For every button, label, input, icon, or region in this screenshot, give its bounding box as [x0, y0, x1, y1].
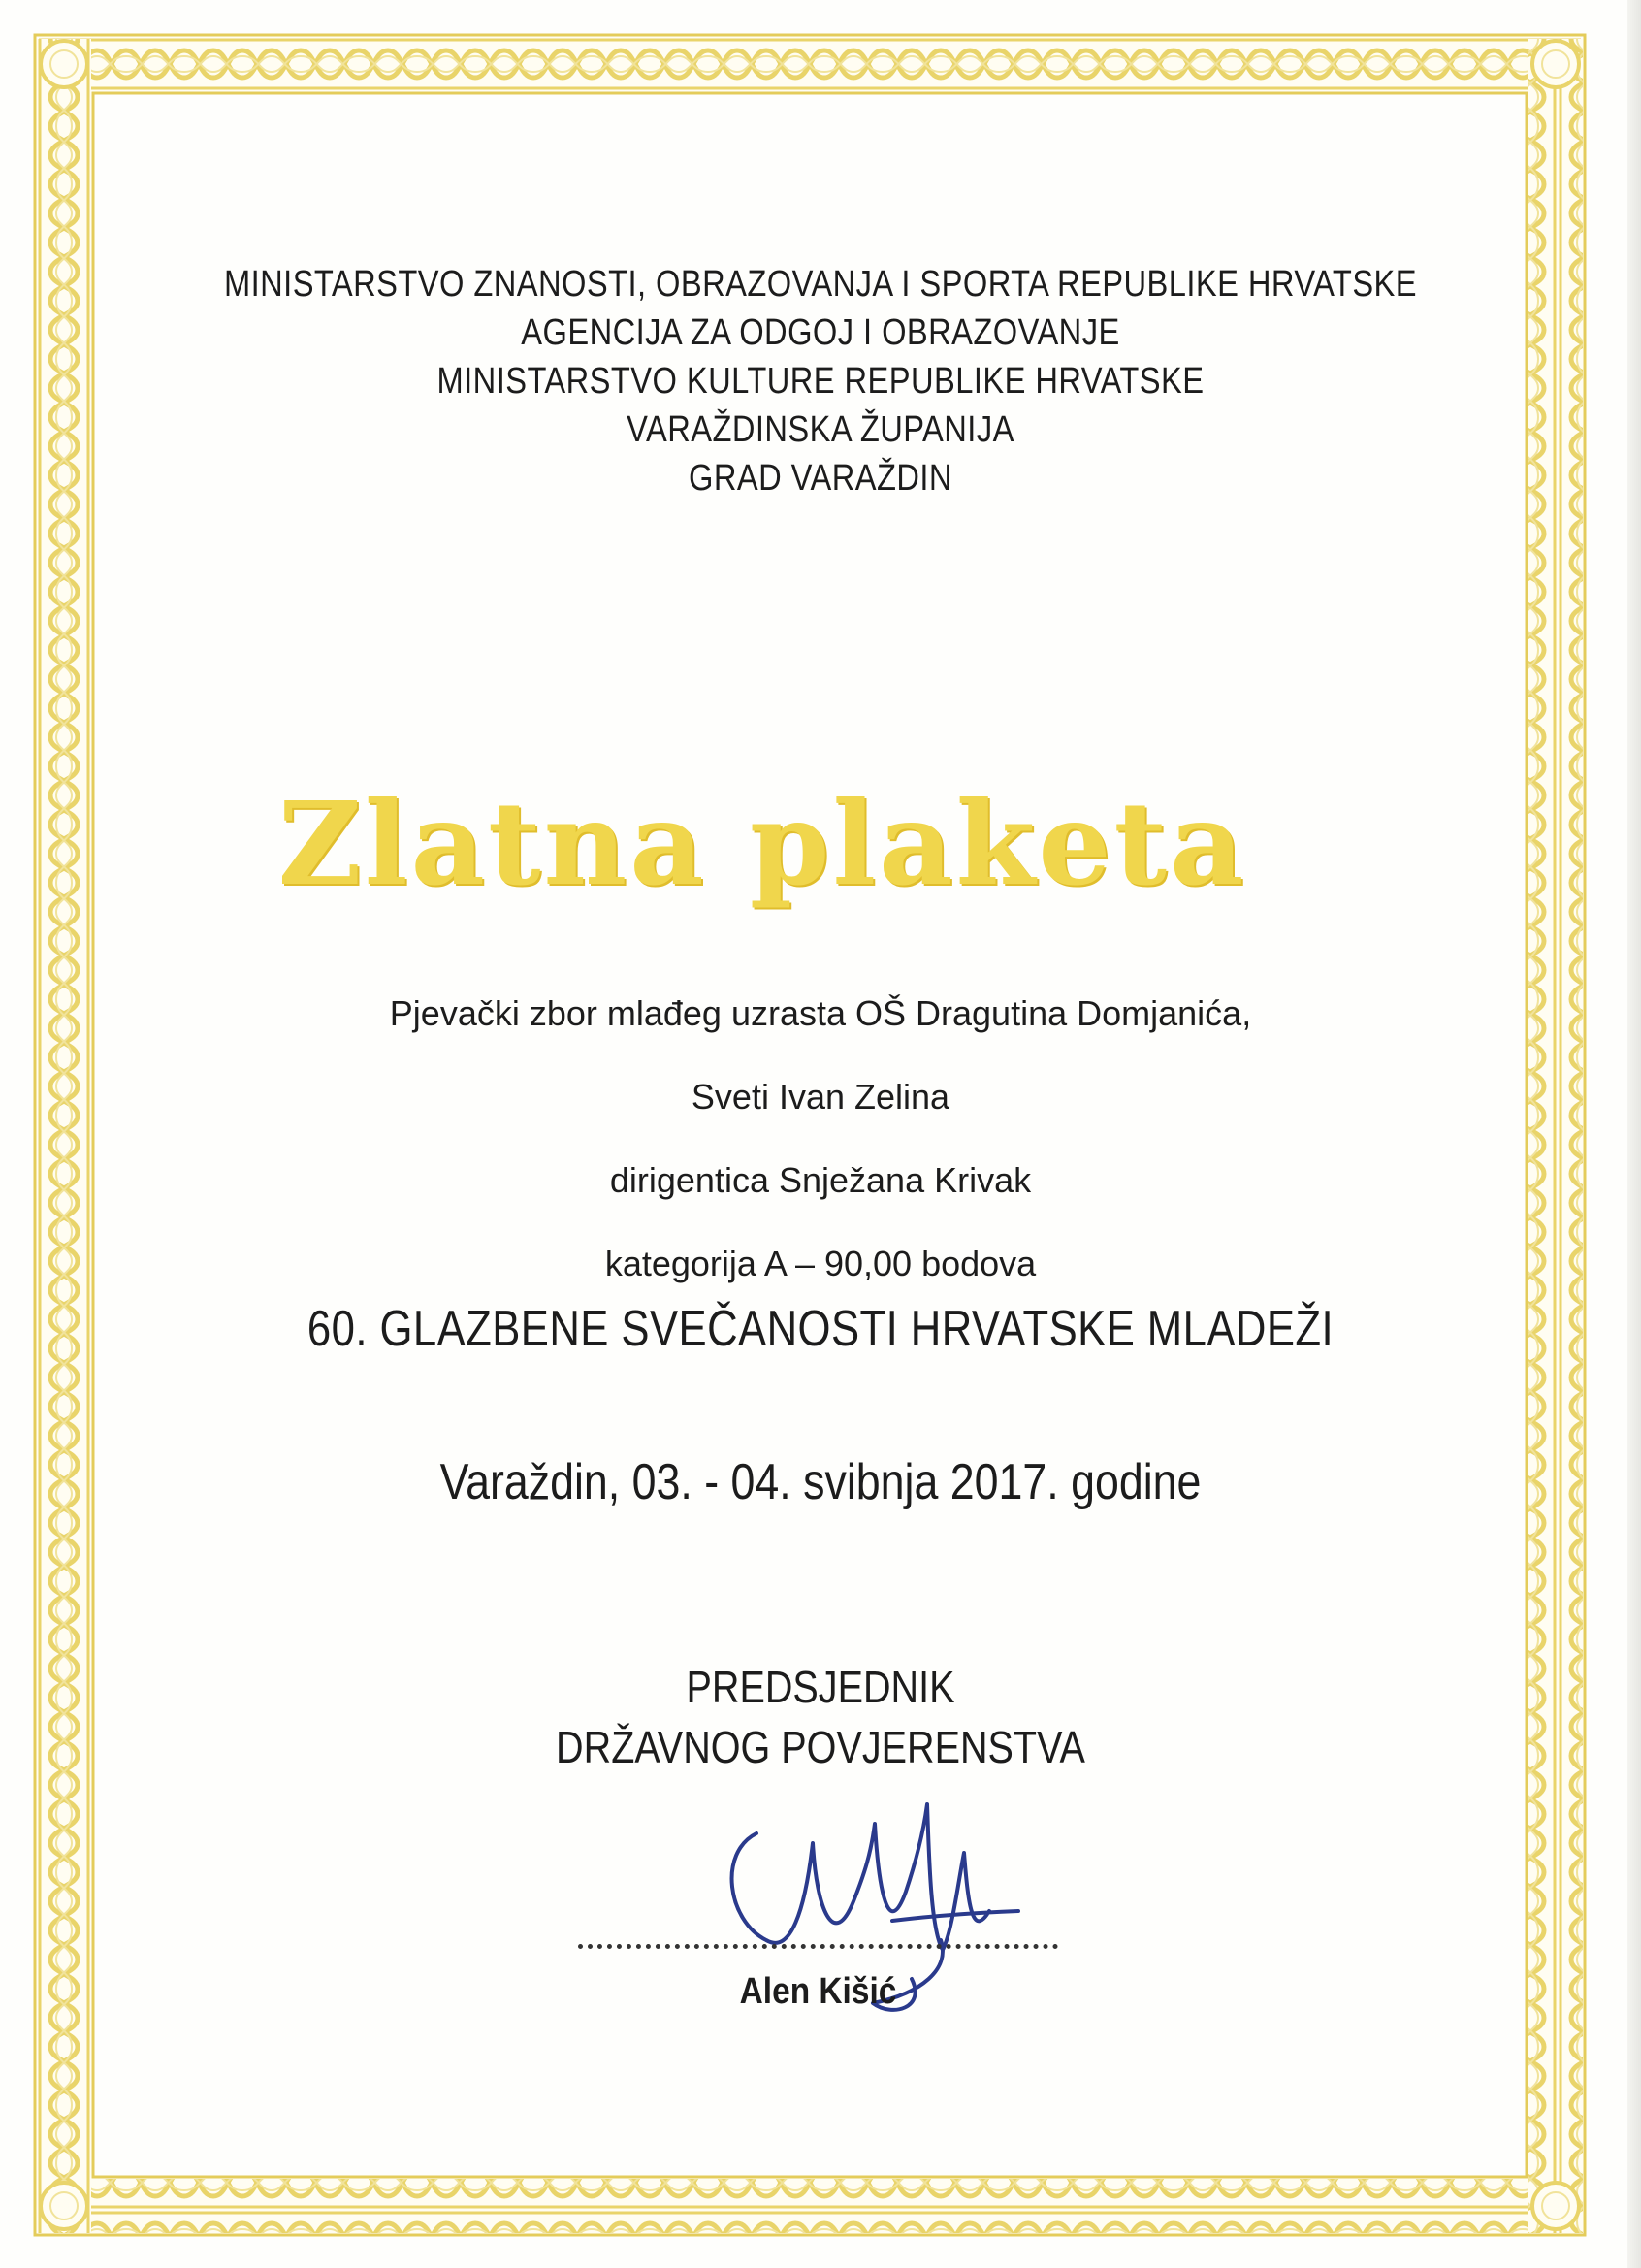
- issuer-county: VARAŽDINSKA ŽUPANIJA: [627, 409, 1014, 450]
- recipient-block: [0, 980, 1641, 1313]
- signatory-role: [114, 1657, 1526, 1777]
- recipient-category-score: kategorija A – 90,00 bodova: [604, 1244, 1037, 1283]
- award-title: Zlatna plaketa: [277, 776, 1247, 911]
- issuer-ministry-culture: MINISTARSTVO KULTURE REPUBLIKE HRVATSKE: [436, 361, 1205, 402]
- issuer-ministry-science: MINISTARSTVO ZNANOSTI, OBRAZOVANJA I SPORTA REPUBLIKE HRVATSKE: [223, 264, 1418, 305]
- recipient-conductor: dirigentica Snježana Krivak: [609, 1160, 1032, 1200]
- signature-dotted-line: [578, 1944, 1058, 1949]
- recipient-location: Sveti Ivan Zelina: [691, 1077, 950, 1117]
- signatory-name: Alen Kišić: [739, 1971, 897, 2012]
- signatory-role-line1: PREDSJEDNIK: [686, 1662, 955, 1712]
- scan-edge-shadow: [1627, 0, 1641, 2268]
- issuer-education-agency: AGENCIJA ZA ODGOJ I OBRAZOVANJE: [521, 312, 1120, 353]
- signatory-role-line2: DRŽAVNOG POVJERENSTVA: [556, 1722, 1085, 1772]
- issuing-institutions: [114, 260, 1526, 502]
- event-date-place: Varaždin, 03. - 04. svibnja 2017. godine: [439, 1454, 1202, 1510]
- event-name: 60. GLAZBENE SVEČANOSTI HRVATSKE MLADEŽI: [306, 1301, 1335, 1357]
- issuer-city: GRAD VARAŽDIN: [689, 458, 952, 499]
- recipient-choir: Pjevački zbor mlađeg uzrasta OŠ Dragutina Domjanića,: [389, 993, 1252, 1033]
